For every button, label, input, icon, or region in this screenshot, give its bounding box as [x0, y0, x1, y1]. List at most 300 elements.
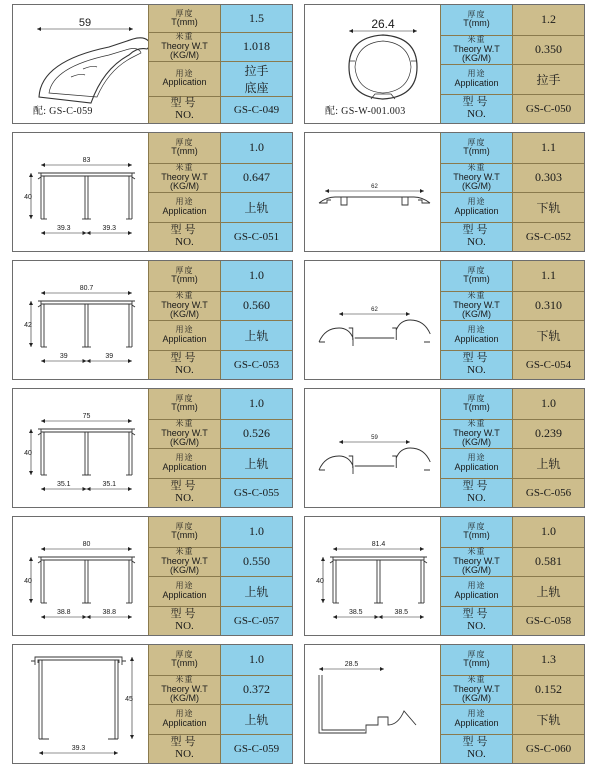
spec-table — [440, 133, 584, 251]
spec-row-weight — [148, 419, 292, 449]
profile-drawing — [13, 517, 148, 635]
spec-row-application — [440, 192, 584, 222]
model-text: GS-C-058 — [525, 614, 572, 627]
thickness-value — [220, 517, 292, 547]
spec-row-model — [148, 222, 292, 252]
spec-row-application — [148, 704, 292, 734]
spec-table — [148, 133, 292, 251]
model-value — [220, 350, 292, 380]
product-card — [12, 260, 293, 380]
application-label-en: Application — [162, 205, 207, 216]
model-value — [512, 94, 584, 124]
model-label-en: NO. — [467, 747, 486, 760]
spec-table — [440, 389, 584, 507]
spec-row-thickness — [440, 517, 584, 547]
thickness-text: 1.2 — [541, 12, 556, 27]
application-value — [512, 704, 584, 734]
weight-label-en: Theory W.T — [453, 43, 500, 54]
weight-label — [440, 547, 512, 577]
application-label-en: Application — [454, 717, 499, 728]
application-label-en: Application — [454, 461, 499, 472]
profile-cross-section — [305, 389, 440, 507]
weight-label — [440, 35, 512, 65]
model-value — [512, 734, 584, 764]
thickness-label — [148, 133, 220, 163]
product-card — [304, 516, 585, 636]
matching-part-caption: 配: GS-C-059 — [33, 106, 93, 117]
application-value — [220, 448, 292, 478]
weight-label-en: Theory W.T — [453, 555, 500, 566]
weight-label — [148, 547, 220, 577]
spec-row-thickness — [148, 517, 292, 547]
model-label-en: NO. — [467, 235, 486, 248]
weight-value — [220, 419, 292, 449]
spec-row-model — [440, 478, 584, 508]
model-label-en: NO. — [175, 235, 194, 248]
weight-value — [512, 35, 584, 65]
spec-row-application — [148, 192, 292, 222]
model-label-en: NO. — [467, 491, 486, 504]
profile-drawing — [13, 261, 148, 379]
model-value — [512, 478, 584, 508]
dim-height: 42 — [24, 322, 32, 329]
thickness-label-en: T(mm) — [463, 658, 490, 669]
application-value — [512, 192, 584, 222]
model-value — [512, 350, 584, 380]
dim-width: 62 — [371, 307, 378, 313]
thickness-label-en: T(mm) — [463, 402, 490, 413]
application-label-zh: 用途 — [467, 69, 486, 79]
application-label — [440, 192, 512, 222]
application-label-en: Application — [454, 205, 499, 216]
weight-label — [148, 32, 220, 60]
application-label — [440, 320, 512, 350]
model-text: GS-C-060 — [525, 742, 572, 755]
application-label — [148, 576, 220, 606]
thickness-value — [512, 389, 584, 419]
dim-right-span: 39.3 — [102, 225, 117, 232]
thickness-value — [220, 645, 292, 675]
thickness-value — [220, 389, 292, 419]
spec-table — [148, 517, 292, 635]
model-value — [512, 222, 584, 252]
weight-text: 0.550 — [243, 554, 270, 569]
weight-label-zh: 米重 — [175, 163, 194, 173]
application-label-zh: 用途 — [175, 325, 194, 335]
spec-row-application — [440, 64, 584, 94]
profile-drawing — [305, 5, 440, 123]
thickness-label-zh: 厚度 — [467, 9, 486, 19]
model-label — [440, 350, 512, 380]
thickness-value — [512, 133, 584, 163]
model-label — [440, 478, 512, 508]
profile-drawing — [305, 389, 440, 507]
profile-cross-section — [305, 517, 440, 635]
model-text: GS-C-055 — [233, 486, 280, 499]
weight-label-en: Theory W.T — [161, 299, 208, 310]
weight-label-zh: 米重 — [175, 675, 194, 685]
spec-row-thickness — [148, 261, 292, 291]
weight-label-en: Theory W.T — [453, 171, 500, 182]
spec-row-application — [148, 576, 292, 606]
thickness-text: 1.0 — [249, 652, 264, 667]
thickness-value — [220, 133, 292, 163]
weight-label-zh: 米重 — [467, 675, 486, 685]
application-label-zh: 用途 — [175, 453, 194, 463]
model-value — [220, 222, 292, 252]
model-label-zh: 型号 — [170, 736, 199, 749]
application-value-line: 上轨 — [536, 456, 561, 471]
spec-table — [148, 261, 292, 379]
weight-label-unit: (KG/M) — [462, 180, 491, 191]
model-label-en: NO. — [467, 363, 486, 376]
product-card — [304, 4, 585, 124]
weight-value — [512, 291, 584, 321]
thickness-label-en: T(mm) — [171, 146, 198, 157]
thickness-label-en: T(mm) — [171, 17, 198, 28]
application-label-en: Application — [162, 333, 207, 344]
model-label — [148, 734, 220, 764]
weight-label-en: Theory W.T — [453, 299, 500, 310]
model-label-zh: 型号 — [170, 480, 199, 493]
weight-label-unit: (KG/M) — [462, 52, 491, 63]
application-value-line: 上轨 — [244, 200, 269, 215]
model-label-en: NO. — [175, 108, 194, 121]
spec-row-model — [440, 606, 584, 636]
thickness-text: 1.0 — [249, 268, 264, 283]
dim-height: 40 — [24, 450, 32, 457]
weight-value — [512, 163, 584, 193]
spec-table — [440, 261, 584, 379]
spec-row-weight — [148, 547, 292, 577]
profile-drawing — [13, 5, 148, 123]
dim-left-span: 38.5 — [348, 609, 363, 616]
profile-drawing — [305, 261, 440, 379]
dim-left-span: 39.3 — [56, 225, 71, 232]
weight-label-unit: (KG/M) — [170, 564, 199, 575]
application-value — [220, 320, 292, 350]
thickness-label-zh: 厚度 — [467, 521, 486, 531]
dim-width: 80.7 — [79, 285, 94, 292]
product-card — [12, 644, 293, 764]
spec-row-thickness — [148, 645, 292, 675]
profile-cross-section — [305, 645, 440, 763]
weight-label-unit: (KG/M) — [170, 180, 199, 191]
weight-label — [440, 291, 512, 321]
application-label — [148, 320, 220, 350]
dim-right-span: 38.5 — [394, 609, 409, 616]
spec-table — [148, 645, 292, 763]
spec-row-application — [148, 320, 292, 350]
thickness-value — [220, 261, 292, 291]
spec-table — [148, 5, 292, 123]
dim-width: 62 — [371, 184, 378, 190]
application-label-en: Application — [454, 333, 499, 344]
thickness-label — [440, 133, 512, 163]
model-label-zh: 型号 — [462, 224, 491, 237]
application-value-line: 上轨 — [244, 584, 269, 599]
weight-label-unit: (KG/M) — [170, 436, 199, 447]
spec-row-thickness — [148, 389, 292, 419]
application-label-zh: 用途 — [467, 197, 486, 207]
model-value — [512, 606, 584, 636]
thickness-text: 1.0 — [541, 396, 556, 411]
spec-row-weight — [440, 291, 584, 321]
product-card — [304, 388, 585, 508]
profile-cross-section — [13, 133, 148, 251]
weight-value — [512, 675, 584, 705]
thickness-label — [440, 389, 512, 419]
weight-label — [440, 163, 512, 193]
spec-row-thickness — [148, 5, 292, 32]
application-value — [220, 61, 292, 96]
model-text: GS-C-050 — [525, 102, 572, 115]
dim-width: 59 — [371, 435, 378, 441]
application-label — [440, 448, 512, 478]
spec-row-thickness — [440, 5, 584, 35]
thickness-label-en: T(mm) — [171, 274, 198, 285]
model-label-zh: 型号 — [462, 352, 491, 365]
product-card — [12, 4, 293, 124]
application-label-en: Application — [454, 77, 499, 88]
application-value-line: 上轨 — [244, 712, 269, 727]
thickness-label-zh: 厚度 — [175, 265, 194, 275]
dim-height: 40 — [316, 578, 324, 585]
thickness-label-zh: 厚度 — [467, 649, 486, 659]
thickness-label-zh: 厚度 — [175, 137, 194, 147]
spec-row-application — [440, 704, 584, 734]
spec-row-thickness — [148, 133, 292, 163]
spec-row-model — [148, 350, 292, 380]
profile-drawing — [305, 133, 440, 251]
weight-label-unit: (KG/M) — [462, 692, 491, 703]
thickness-text: 1.3 — [541, 652, 556, 667]
thickness-value — [512, 5, 584, 35]
model-label — [440, 222, 512, 252]
spec-row-thickness — [440, 389, 584, 419]
weight-label-en: Theory W.T — [161, 555, 208, 566]
application-label — [440, 64, 512, 94]
weight-label-en: Theory W.T — [161, 171, 208, 182]
application-value-line: 上轨 — [536, 584, 561, 599]
application-label-en: Application — [454, 589, 499, 600]
application-value — [512, 64, 584, 94]
thickness-text: 1.0 — [249, 396, 264, 411]
weight-text: 0.372 — [243, 682, 270, 697]
thickness-label — [440, 261, 512, 291]
thickness-label — [148, 645, 220, 675]
thickness-label-en: T(mm) — [171, 530, 198, 541]
dim-width: 75 — [82, 413, 91, 420]
application-label-en: Application — [162, 461, 207, 472]
weight-label-unit: (KG/M) — [170, 50, 199, 61]
application-value-line: 上轨 — [244, 328, 269, 343]
thickness-label-zh: 厚度 — [467, 393, 486, 403]
application-value-line: 下轨 — [536, 200, 561, 215]
thickness-label — [440, 5, 512, 35]
model-value — [220, 734, 292, 764]
dim-left-span: 35.1 — [56, 481, 71, 488]
application-value — [512, 576, 584, 606]
model-text: GS-C-059 — [233, 742, 280, 755]
spec-table — [440, 645, 584, 763]
model-label-zh: 型号 — [170, 97, 199, 110]
model-label — [440, 94, 512, 124]
application-label-zh: 用途 — [467, 581, 486, 591]
weight-label-unit: (KG/M) — [462, 308, 491, 319]
spec-row-application — [440, 320, 584, 350]
model-label — [148, 222, 220, 252]
thickness-label — [440, 517, 512, 547]
model-text: GS-C-053 — [233, 358, 280, 371]
weight-label-zh: 米重 — [175, 419, 194, 429]
thickness-text: 1.0 — [249, 524, 264, 539]
thickness-label-en: T(mm) — [171, 402, 198, 413]
dim-width: 80 — [82, 541, 91, 548]
weight-value — [220, 291, 292, 321]
thickness-label-en: T(mm) — [463, 146, 490, 157]
thickness-label — [440, 645, 512, 675]
weight-label-unit: (KG/M) — [462, 564, 491, 575]
thickness-label-en: T(mm) — [463, 274, 490, 285]
spec-row-weight — [440, 547, 584, 577]
dim-left-span: 38.8 — [56, 609, 71, 616]
spec-row-application — [148, 448, 292, 478]
dim-width: 83 — [82, 157, 91, 164]
weight-label-unit: (KG/M) — [170, 692, 199, 703]
thickness-value — [220, 5, 292, 32]
application-value-line: 上轨 — [244, 456, 269, 471]
model-label-zh: 型号 — [170, 224, 199, 237]
weight-value — [220, 547, 292, 577]
application-label-en: Application — [162, 717, 207, 728]
model-label — [148, 96, 220, 123]
profile-drawing — [13, 645, 148, 763]
thickness-value — [512, 261, 584, 291]
weight-text: 0.526 — [243, 426, 270, 441]
application-label-zh: 用途 — [175, 197, 194, 207]
dim-left-span: 39 — [59, 353, 68, 360]
application-value — [512, 320, 584, 350]
model-text: GS-C-056 — [525, 486, 572, 499]
application-label-zh: 用途 — [175, 68, 194, 78]
dim-right-span: 38.8 — [102, 609, 117, 616]
product-card — [12, 516, 293, 636]
model-label — [148, 478, 220, 508]
weight-label-zh: 米重 — [467, 291, 486, 301]
spec-row-model — [440, 734, 584, 764]
spec-row-thickness — [440, 261, 584, 291]
spec-row-weight — [440, 163, 584, 193]
weight-label-unit: (KG/M) — [462, 436, 491, 447]
thickness-label — [148, 517, 220, 547]
application-value-line: 底座 — [244, 80, 269, 95]
dim-width: 81.4 — [371, 541, 386, 548]
weight-text: 0.647 — [243, 170, 270, 185]
weight-text: 0.310 — [535, 298, 562, 313]
model-label-en: NO. — [175, 363, 194, 376]
weight-label-en: Theory W.T — [161, 40, 208, 51]
model-value — [220, 478, 292, 508]
weight-text: 1.018 — [243, 39, 270, 54]
model-label-en: NO. — [175, 619, 194, 632]
spec-table — [148, 389, 292, 507]
dim-width: 39.3 — [71, 745, 86, 752]
thickness-text: 1.1 — [541, 268, 556, 283]
model-text: GS-C-052 — [525, 230, 572, 243]
dim-height: 40 — [24, 578, 32, 585]
application-label-zh: 用途 — [467, 325, 486, 335]
profile-drawing — [305, 645, 440, 763]
weight-value — [220, 32, 292, 60]
application-label-zh: 用途 — [467, 453, 486, 463]
thickness-label-en: T(mm) — [171, 658, 198, 669]
spec-table — [440, 517, 584, 635]
weight-label-en: Theory W.T — [161, 683, 208, 694]
thickness-label-en: T(mm) — [463, 530, 490, 541]
spec-row-application — [440, 448, 584, 478]
profile-drawing — [13, 133, 148, 251]
weight-label-zh: 米重 — [467, 419, 486, 429]
weight-label — [148, 163, 220, 193]
model-label-zh: 型号 — [462, 480, 491, 493]
application-value-line: 拉手 — [244, 63, 269, 78]
thickness-text: 1.1 — [541, 140, 556, 155]
product-card — [304, 132, 585, 252]
weight-label — [148, 419, 220, 449]
thickness-label-en: T(mm) — [463, 18, 490, 29]
spec-row-application — [148, 61, 292, 96]
model-label — [148, 606, 220, 636]
dim-width: 28.5 — [344, 661, 359, 668]
application-label — [148, 61, 220, 96]
weight-text: 0.152 — [535, 682, 562, 697]
thickness-label — [148, 261, 220, 291]
model-label-en: NO. — [175, 491, 194, 504]
spec-row-weight — [440, 419, 584, 449]
weight-label-zh: 米重 — [467, 547, 486, 557]
thickness-label-zh: 厚度 — [467, 265, 486, 275]
model-label-zh: 型号 — [170, 608, 199, 621]
weight-text: 0.239 — [535, 426, 562, 441]
weight-label-en: Theory W.T — [161, 427, 208, 438]
model-label-zh: 型号 — [462, 736, 491, 749]
weight-value — [220, 675, 292, 705]
spec-row-thickness — [440, 645, 584, 675]
dim-width: 26.4 — [371, 17, 395, 31]
model-value — [220, 606, 292, 636]
thickness-label-zh: 厚度 — [175, 521, 194, 531]
profile-drawing — [13, 389, 148, 507]
model-text: GS-C-054 — [525, 358, 572, 371]
model-label-en: NO. — [467, 107, 486, 120]
application-label-zh: 用途 — [175, 581, 194, 591]
thickness-label-zh: 厚度 — [467, 137, 486, 147]
dim-width: 59 — [78, 17, 92, 29]
weight-label — [440, 419, 512, 449]
spec-row-weight — [148, 32, 292, 60]
weight-label-unit: (KG/M) — [170, 308, 199, 319]
profile-cross-section — [305, 133, 440, 251]
product-card — [12, 388, 293, 508]
application-label — [148, 192, 220, 222]
product-card — [304, 644, 585, 764]
application-value-line: 下轨 — [536, 328, 561, 343]
weight-text: 0.560 — [243, 298, 270, 313]
dim-right-span: 35.1 — [102, 481, 117, 488]
model-label-zh: 型号 — [170, 352, 199, 365]
weight-label-zh: 米重 — [175, 547, 194, 557]
